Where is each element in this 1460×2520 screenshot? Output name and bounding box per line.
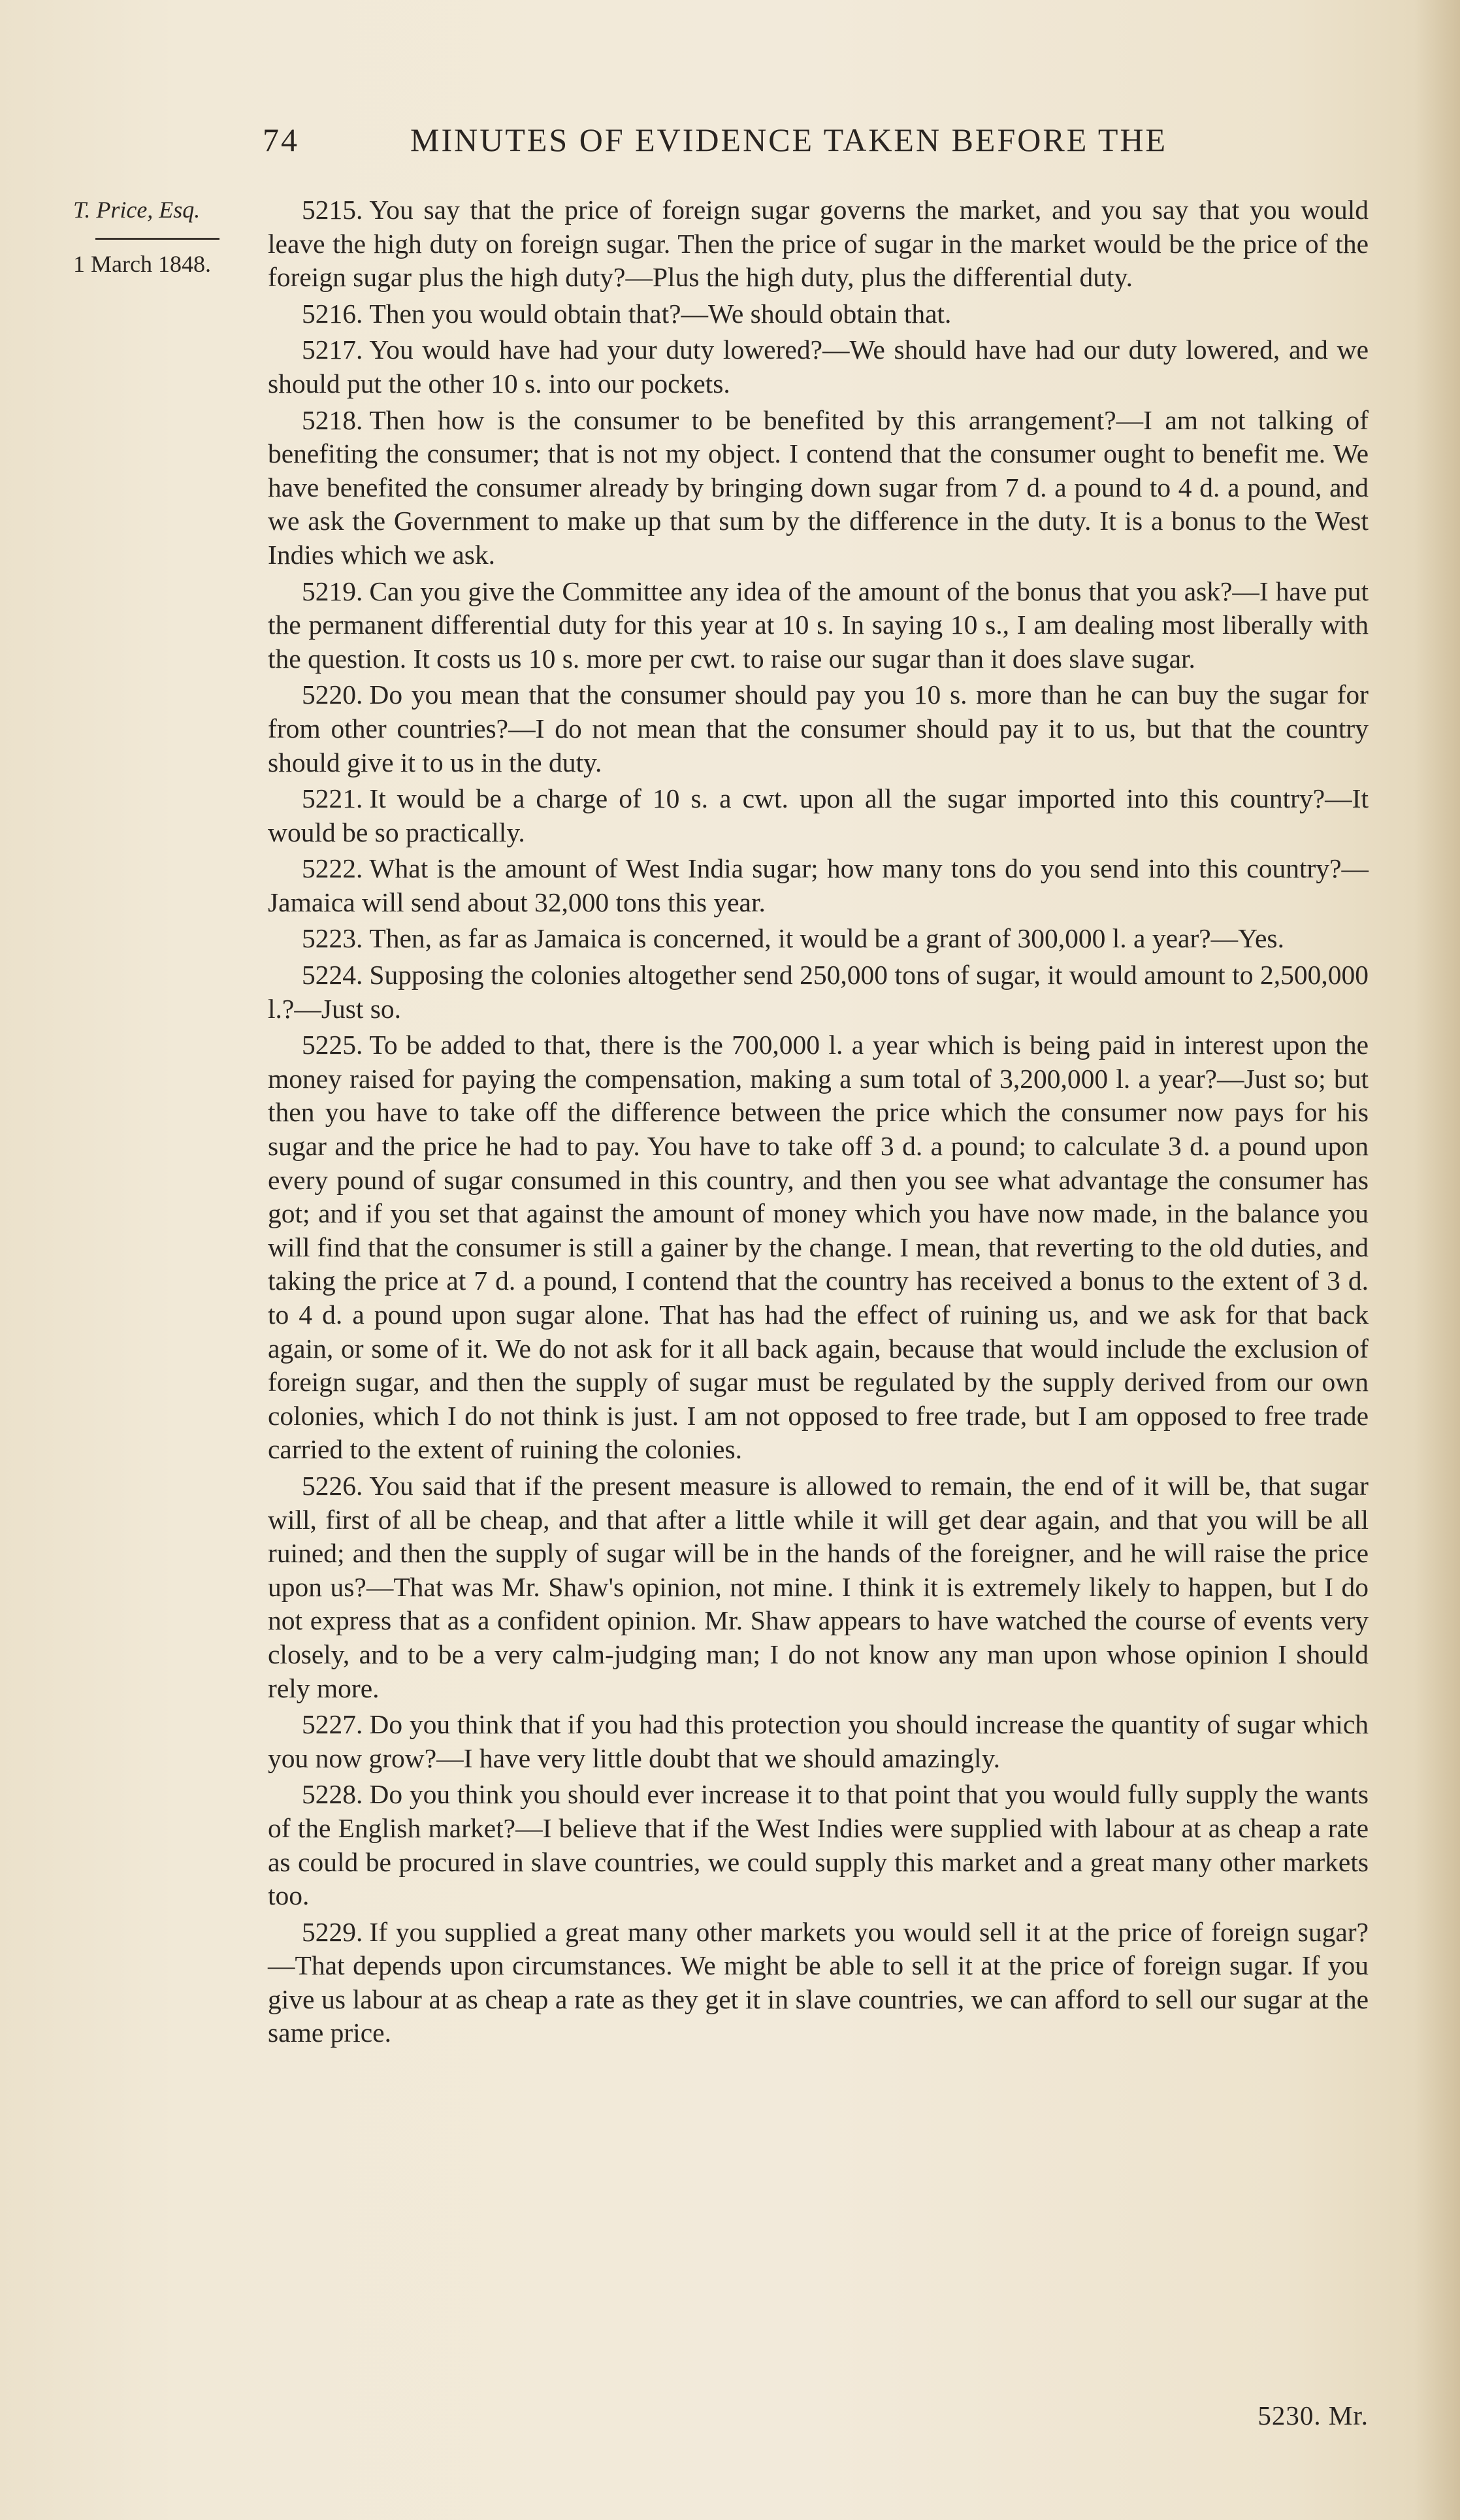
question-number: 5220. [302,679,363,710]
margin-note [73,195,250,279]
question-number: 5223. [302,923,363,954]
evidence-paragraph [268,404,1369,572]
question-number: 5228. [302,1779,363,1810]
evidence-paragraph [268,333,1369,401]
question-text: What is the amount of West India sugar; how many tons do you send into this country?—Jamaica will send about 32,000 tons this year. [268,853,1369,917]
evidence-body [268,193,1369,2053]
question-number: 5218. [302,404,363,435]
question-text: Do you think you should ever increase it to that point that you would fully supply the wants of the English market?—I believe that if the West Indies were supplied with labour at as cheap a rate as could be procured in slave countries, we could supply this market and a great many other markets too. [268,1779,1369,1911]
question-text: Then how is the consumer to be benefited by this arrangement?—I am not talking of benefiting the consumer; that is not my object. I contend that the consumer ought to benefit me. We have benefited the consumer already by bringing down sugar from 7 d. a pound to 4 d. a pound, and we ask the Government to make up that sum by the difference in the duty. It is a bonus to the West Indies which we ask. [268,404,1369,570]
question-number: 5219. [302,576,363,606]
question-number: 5216. [302,298,363,329]
page-edge-shadow [1414,0,1460,2520]
question-text: You say that the price of foreign sugar governs the market, and you say that you would leave the high duty on foreign sugar. Then the price of sugar in the market would be the price of the foreign sugar plus the high duty?—Plus the high duty, plus the differential duty. [268,195,1369,293]
question-number: 5217. [302,335,363,365]
evidence-paragraph [268,297,1369,331]
question-text: It would be a charge of 10 s. a cwt. upon all the sugar imported into this country?—It would be so practically. [268,783,1369,847]
question-text: Then, as far as Jamaica is concerned, it would be a grant of 300,000 l. a year?—Yes. [369,923,1284,954]
question-number: 5229. [302,1916,363,1947]
evidence-paragraph [268,782,1369,849]
evidence-paragraph [268,575,1369,676]
evidence-paragraph [268,678,1369,779]
page-number: 74 [263,122,299,158]
evidence-paragraph [268,958,1369,1026]
question-text: Then you would obtain that?—We should obtain that. [369,298,952,329]
question-number: 5215. [302,195,363,225]
session-date: 1 March 1848. [73,251,211,277]
evidence-paragraph [268,1778,1369,1912]
question-text: Supposing the colonies altogether send 250,000 tons of sugar, it would amount to 2,500,000 l.?—Just so. [268,960,1369,1024]
running-title: MINUTES OF EVIDENCE TAKEN BEFORE THE [410,122,1168,158]
evidence-paragraph [268,1469,1369,1705]
question-text: You said that if the present measure is allowed to remain, the end of it will be, that sugar will, first of all be cheap, and that after a little while it will get dear again, and that you will be all ruined; and then the supply of sugar will be in the hands of the foreigner, and he will raise the price upon us?—That was Mr. Shaw's opinion, not mine. I think it is extremely likely to happen, but I do not express that as a confident opinion. Mr. Shaw appears to have watched the course of events very closely, and to be a very calm-judging man; I do not know any man upon whose opinion I should rely more. [268,1470,1369,1703]
evidence-paragraph [268,852,1369,919]
question-number: 5226. [302,1470,363,1501]
evidence-paragraph [268,193,1369,295]
question-text: To be added to that, there is the 700,000 l. a year which is being paid in interest upon the money raised for paying the compensation, making a sum total of 3,200,000 l. a year?—Just so; but then you have to take off the difference between the price which the consumer now pays for his sugar and the price he had to pay. You have to take off 3 d. a pound; to calculate 3 d. a pound upon every pound of sugar consumed in this country, and then you see what advantage the consumer has got; and if you set that against the amount of money which you have now made, in the balance you will find that the consumer is still a gainer by the change. I mean, that reverting to the old duties, and taking the price at 7 d. a pound, I contend that the country has received a bonus to the extent of 3 d. to 4 d. a pound upon sugar alone. That has had the effect of ruining us, and we ask for that back again, or some of it. We do not ask for it all back again, because that would include the exclusion of foreign sugar, and then the supply of sugar must be regulated by the supply derived from our own colonies, which I do not think is just. I am not opposed to free trade, but I am opposed to free trade carried to the extent of ruining the colonies. [268,1030,1369,1465]
page-header [263,121,1210,167]
evidence-paragraph [268,1916,1369,2050]
question-text: Can you give the Committee any idea of the amount of the bonus that you ask?—I have put the permanent differential duty for this year at 10 s. In saying 10 s., I am dealing most liberally with the question. It costs us 10 s. more per cwt. to raise our sugar than it does slave sugar. [268,576,1369,674]
evidence-paragraph [268,922,1369,956]
catchword: 5230. Mr. [1257,2400,1369,2430]
witness-name: T. Price, Esq. [73,197,201,223]
evidence-paragraph [268,1028,1369,1467]
question-number: 5225. [302,1030,363,1060]
question-text: Do you think that if you had this protection you should increase the quantity of sugar which you now grow?—I have very little doubt that we should amazingly. [268,1709,1369,1773]
evidence-paragraph [268,1708,1369,1775]
question-number: 5221. [302,783,363,814]
question-text: You would have had your duty lowered?—We should have had our duty lowered, and we should put the other 10 s. into our pockets. [268,335,1369,399]
question-text: Do you mean that the consumer should pay you 10 s. more than he can buy the sugar for from other countries?—I do not mean that the consumer should pay it to us, but that the country should give it to us in the duty. [268,679,1369,777]
question-number: 5227. [302,1709,363,1740]
margin-rule [95,238,219,240]
question-number: 5222. [302,853,363,884]
question-number: 5224. [302,960,363,990]
question-text: If you supplied a great many other markets you would sell it at the price of foreign sugar?—That depends upon circumstances. We might be able to sell it at the price of foreign sugar. If you give us labour at as cheap a rate as they get it in slave countries, we can afford to sell our sugar at the same price. [268,1916,1369,2048]
